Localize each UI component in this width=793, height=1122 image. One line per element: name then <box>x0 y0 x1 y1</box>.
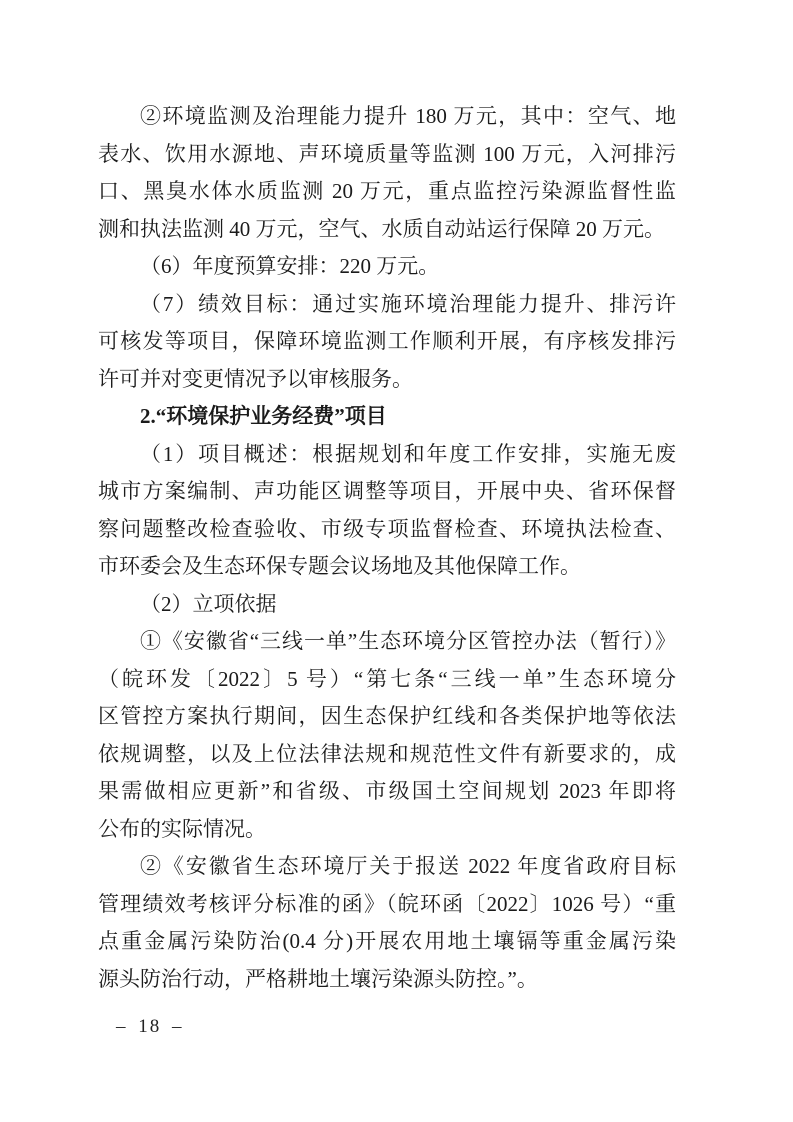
paragraph <box>98 586 676 624</box>
text-line: ②《安徽省生态环境厅关于报送 2022 年度省政府目标 <box>140 854 676 878</box>
text-line: ②环境监测及治理能力提升 180 万元，其中：空气、地 <box>140 104 676 128</box>
text-line: 口、黑臭水体水质监测 20 万元，重点监控污染源监督性监 <box>98 179 676 203</box>
text-line: 察问题整改检查验收、市级专项监督检查、环境执法检查、 <box>98 516 676 541</box>
paragraph <box>98 848 676 998</box>
document-body <box>98 98 676 998</box>
paragraph <box>98 98 676 248</box>
paragraph <box>98 436 676 586</box>
text-line: 源头防治行动，严格耕地土壤污染源头防控。”。 <box>98 966 538 991</box>
text-line: ①《安徽省“三线一单”生态环境分区管控办法（暂行）》 <box>140 629 676 653</box>
text-line: 2.“环境保护业务经费”项目 <box>140 404 387 428</box>
text-line: 果需做相应更新”和省级、市级国土空间规划 2023 年即将 <box>98 779 676 803</box>
text-line: 区管控方案执行期间，因生态保护红线和各类保护地等依法 <box>98 704 676 728</box>
text-line: （1）项目概述：根据规划和年度工作安排，实施无废 <box>140 441 676 466</box>
text-line: （6）年度预算安排：220 万元。 <box>140 254 440 278</box>
text-line: 城市方案编制、声功能区调整等项目，开展中央、省环保督 <box>98 479 676 503</box>
text-line: 依规调整，以及上位法律法规和规范性文件有新要求的，成 <box>98 741 676 766</box>
text-line: （皖环发〔2022〕5 号）“第七条“三线一单”生态环境分 <box>98 666 676 691</box>
paragraph <box>98 623 676 848</box>
text-line: 可核发等项目，保障环境监测工作顺利开展，有序核发排污 <box>98 329 676 353</box>
text-line: （7）绩效目标：通过实施环境治理能力提升、排污许 <box>140 291 676 316</box>
text-line: （2）立项依据 <box>140 591 277 616</box>
paragraph <box>98 248 676 286</box>
text-line: 市环委会及生态环保专题会议场地及其他保障工作。 <box>98 554 581 578</box>
text-line: 管理绩效考核评分标准的函》（皖环函〔2022〕1026 号）“重 <box>98 891 676 916</box>
text-line: 公布的实际情况。 <box>98 816 266 841</box>
section-heading <box>98 398 676 436</box>
text-line: 许可并对变更情况予以审核服务。 <box>98 366 413 391</box>
text-line: 表水、饮用水源地、声环境质量等监测 100 万元，入河排污 <box>98 141 676 166</box>
text-line: 点重金属污染防治(0.4 分)开展农用地土壤镉等重金属污染 <box>98 929 676 953</box>
paragraph <box>98 286 676 399</box>
page-number: – 18 – <box>116 1016 184 1037</box>
text-line: 测和执法监测 40 万元，空气、水质自动站运行保障 20 万元。 <box>98 216 665 241</box>
